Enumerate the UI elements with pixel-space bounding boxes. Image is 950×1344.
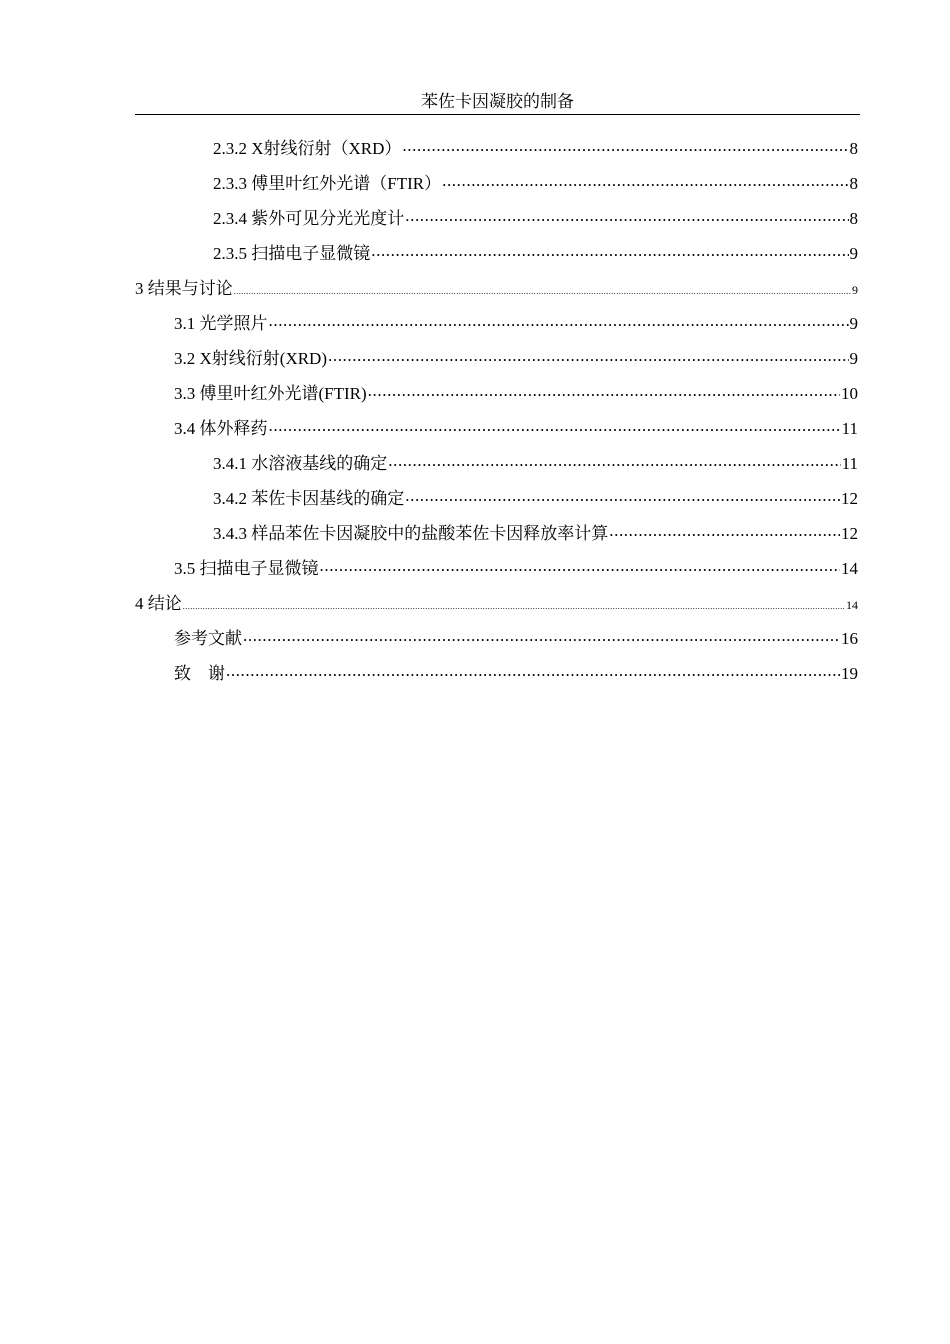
dot-leader bbox=[405, 483, 840, 509]
toc-entry-page: 8 bbox=[849, 139, 858, 158]
toc-entry-page: 12 bbox=[841, 489, 858, 508]
toc-entry-label: 3.5 扫描电子显微镜 bbox=[174, 559, 319, 578]
toc-entry-label: 3.4 体外释药 bbox=[174, 419, 268, 438]
dot-leader bbox=[402, 133, 848, 159]
toc-entry-page: 9 bbox=[849, 314, 858, 333]
toc-entry-page: 9 bbox=[852, 283, 858, 297]
toc-entry-page: 14 bbox=[846, 598, 858, 612]
toc-entry-page: 8 bbox=[849, 209, 858, 228]
toc-entry-3-4-1[interactable] bbox=[213, 451, 858, 477]
toc-entry-page: 9 bbox=[849, 244, 858, 263]
toc-entry-page: 9 bbox=[849, 349, 858, 368]
document-title: 苯佐卡因凝胶的制备 bbox=[421, 92, 574, 111]
toc-entry-3[interactable] bbox=[135, 276, 858, 302]
dot-leader bbox=[609, 518, 840, 544]
toc-entry-label: 2.3.3 傅里叶红外光谱（FTIR） bbox=[213, 174, 442, 193]
dot-leader bbox=[183, 594, 845, 620]
toc-entry-label: 2.3.5 扫描电子显微镜 bbox=[213, 244, 371, 263]
toc-entry-4[interactable] bbox=[135, 591, 858, 617]
toc-entry-2-3-4[interactable] bbox=[213, 206, 858, 232]
dot-leader bbox=[226, 658, 840, 684]
dot-leader bbox=[368, 378, 840, 404]
toc-entry-page: 10 bbox=[841, 384, 858, 403]
toc-entry-label: 3 结果与讨论 bbox=[135, 279, 233, 298]
toc-entry-3-3[interactable] bbox=[174, 381, 858, 407]
toc-entry-page: 8 bbox=[849, 174, 858, 193]
dot-leader bbox=[243, 623, 840, 649]
toc-entry-3-4[interactable] bbox=[174, 416, 858, 442]
toc-entry-label: 3.1 光学照片 bbox=[174, 314, 268, 333]
toc-entry-page: 12 bbox=[841, 524, 858, 543]
toc-entry-label: 4 结论 bbox=[135, 594, 182, 613]
toc-entry-label: 2.3.2 X射线衍射（XRD） bbox=[213, 139, 402, 158]
toc-entry-page: 11 bbox=[841, 419, 858, 438]
dot-leader bbox=[269, 308, 849, 334]
dot-leader bbox=[442, 168, 848, 194]
dot-leader bbox=[269, 413, 841, 439]
toc-entry-page: 19 bbox=[841, 664, 858, 683]
toc-entry-label: 3.4.1 水溶液基线的确定 bbox=[213, 454, 388, 473]
toc-entry-label: 致 谢 bbox=[174, 664, 225, 683]
toc-entry-3-4-3[interactable] bbox=[213, 521, 858, 547]
toc-entry-label: 2.3.4 紫外可见分光光度计 bbox=[213, 209, 405, 228]
toc-entry-3-5[interactable] bbox=[174, 556, 858, 582]
dot-leader bbox=[371, 238, 848, 264]
dot-leader bbox=[405, 203, 848, 229]
toc-entry-2-3-3[interactable] bbox=[213, 171, 858, 197]
toc-entry-label: 参考文献 bbox=[174, 629, 242, 648]
toc-entry-label: 3.4.3 样品苯佐卡因凝胶中的盐酸苯佐卡因释放率计算 bbox=[213, 524, 609, 543]
dot-leader bbox=[328, 343, 849, 369]
toc-entry-3-4-2[interactable] bbox=[213, 486, 858, 512]
toc-entry-page: 16 bbox=[841, 629, 858, 648]
toc-entry-page: 14 bbox=[841, 559, 858, 578]
dot-leader bbox=[320, 553, 841, 579]
dot-leader bbox=[388, 448, 840, 474]
toc-entry-references[interactable] bbox=[174, 626, 858, 652]
toc-entry-acknowledgements[interactable] bbox=[174, 661, 858, 687]
toc-entry-3-2[interactable] bbox=[174, 346, 858, 372]
toc-entry-2-3-2[interactable] bbox=[213, 136, 858, 162]
page-header bbox=[135, 90, 860, 115]
dot-leader bbox=[234, 279, 851, 305]
toc-entry-label: 3.4.2 苯佐卡因基线的确定 bbox=[213, 489, 405, 508]
toc-entry-2-3-5[interactable] bbox=[213, 241, 858, 267]
toc-entry-label: 3.3 傅里叶红外光谱(FTIR) bbox=[174, 384, 367, 403]
toc-entry-3-1[interactable] bbox=[174, 311, 858, 337]
toc-entry-label: 3.2 X射线衍射(XRD) bbox=[174, 349, 327, 368]
toc-entry-page: 11 bbox=[841, 454, 858, 473]
